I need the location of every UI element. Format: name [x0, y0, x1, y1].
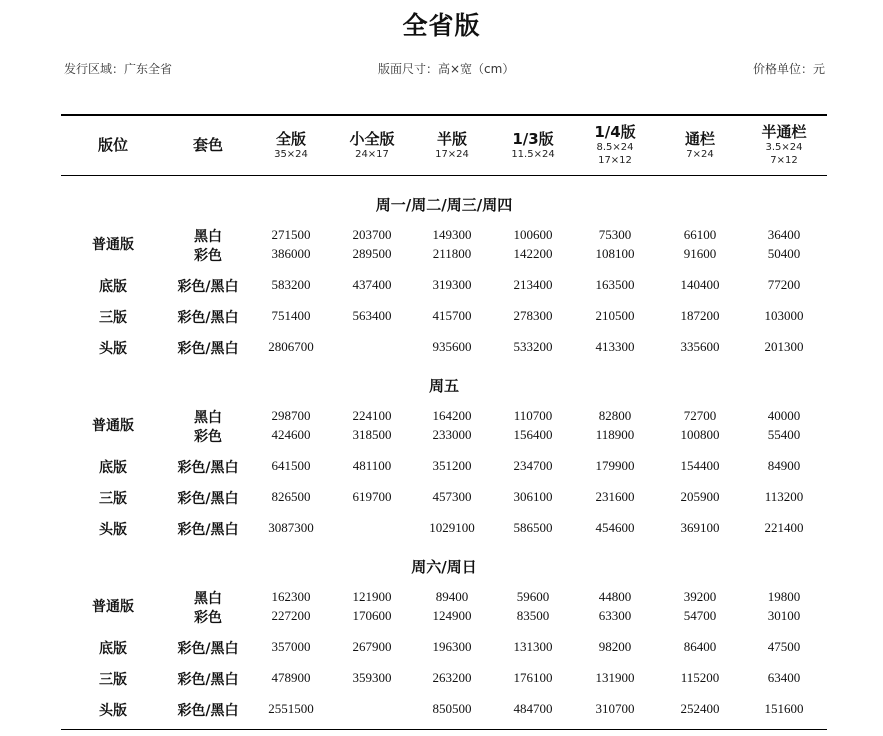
value-cell: 86400 — [683, 639, 717, 654]
value-cell: 55400 — [767, 427, 801, 442]
size-label: 版面尺寸：高×宽（cm） — [378, 62, 515, 76]
value-cell: 179900 — [595, 458, 635, 473]
value-cell: 72700 — [683, 408, 717, 423]
row-position: 底版 — [99, 641, 127, 657]
value-cell: 457300 — [432, 489, 472, 504]
header-format-dims: 35×24 — [274, 148, 308, 160]
header-format-name: 半通栏 — [761, 123, 807, 141]
value-cell: 267900 — [352, 639, 392, 654]
unit-label: 价格单位：元 — [752, 62, 825, 76]
header-format — [412, 116, 492, 174]
value-cell: 563400 — [352, 308, 392, 323]
header-format — [493, 116, 573, 174]
value-cell: 63400 — [767, 670, 801, 685]
row-position: 普通版 — [92, 599, 134, 615]
value-cell: 351200 — [432, 458, 472, 473]
row-color-label: 黑白 — [194, 229, 222, 245]
header-color-label: 套色 — [192, 136, 223, 154]
value-cell: 289500 — [352, 246, 392, 261]
value-cell: 151600 — [764, 701, 804, 716]
row-color-label: 彩色/黑白 — [177, 460, 239, 476]
header-format — [251, 116, 331, 174]
value-cell: 935600 — [432, 339, 472, 354]
value-cell: 335600 — [680, 339, 720, 354]
value-cell: 124900 — [432, 608, 472, 623]
row-color-label: 黑白 — [194, 410, 222, 426]
value-cell: 210500 — [595, 308, 635, 323]
page-title: 全省版 — [402, 11, 481, 40]
header-format — [660, 116, 740, 174]
row-position: 头版 — [99, 522, 127, 538]
row-color-label: 彩色/黑白 — [177, 641, 239, 657]
section-title: 周一/周二/周三/周四 — [375, 196, 513, 214]
value-cell: 131300 — [513, 639, 553, 654]
header-format — [744, 116, 824, 174]
value-cell: 77200 — [767, 277, 801, 292]
value-cell: 619700 — [352, 489, 392, 504]
row-position: 三版 — [99, 491, 127, 507]
row-color-label: 彩色 — [194, 429, 222, 445]
header-format — [575, 116, 655, 174]
value-cell: 98200 — [598, 639, 632, 654]
value-cell: 131900 — [595, 670, 635, 685]
value-cell: 110700 — [513, 408, 553, 423]
value-cell: 47500 — [767, 639, 801, 654]
row-color-label: 彩色/黑白 — [177, 672, 239, 688]
header-position — [73, 116, 153, 174]
value-cell: 89400 — [435, 589, 469, 604]
value-cell: 201300 — [764, 339, 804, 354]
value-cell: 318500 — [352, 427, 392, 442]
value-cell: 91600 — [683, 246, 717, 261]
header-format-name: 全版 — [275, 129, 306, 148]
header-format-name: 通栏 — [684, 129, 715, 148]
row-color-label: 彩色/黑白 — [177, 310, 239, 326]
value-cell: 231600 — [595, 489, 635, 504]
value-cell: 156400 — [513, 427, 553, 442]
value-cell: 66100 — [683, 227, 717, 242]
value-cell: 59600 — [516, 589, 550, 604]
header-format-name: 小全版 — [349, 129, 395, 148]
value-cell: 44800 — [598, 589, 632, 604]
header-format-dims: 7×24 — [686, 148, 714, 160]
header-format-dims: 7×12 — [770, 155, 798, 166]
row-color-label: 彩色/黑白 — [177, 279, 239, 295]
value-cell: 298700 — [271, 408, 311, 423]
value-cell: 162300 — [271, 589, 311, 604]
value-cell: 424600 — [271, 427, 311, 442]
value-cell: 233000 — [432, 427, 472, 442]
value-cell: 533200 — [513, 339, 553, 354]
row-position: 三版 — [99, 672, 127, 688]
value-cell: 478900 — [271, 670, 311, 685]
row-color-label: 彩色/黑白 — [177, 522, 239, 538]
value-cell: 221400 — [764, 520, 804, 535]
row-position: 三版 — [99, 310, 127, 326]
value-cell: 54700 — [683, 608, 717, 623]
row-color-label: 彩色/黑白 — [177, 703, 239, 719]
value-cell: 850500 — [432, 701, 472, 716]
header-format-name: 半版 — [436, 129, 467, 148]
header-format-name: 1/3版 — [512, 129, 554, 148]
value-cell: 319300 — [432, 277, 472, 292]
row-color-label: 彩色/黑白 — [177, 341, 239, 357]
value-cell: 263200 — [432, 670, 472, 685]
row-position: 底版 — [99, 279, 127, 295]
value-cell: 115200 — [680, 670, 720, 685]
value-cell: 75300 — [598, 227, 632, 242]
section-title: 周五 — [428, 377, 459, 395]
value-cell: 306100 — [513, 489, 553, 504]
value-cell: 30100 — [767, 608, 801, 623]
value-cell: 481100 — [352, 458, 392, 473]
value-cell: 437400 — [352, 277, 392, 292]
value-cell: 154400 — [680, 458, 720, 473]
row-position: 头版 — [99, 703, 127, 719]
value-cell: 641500 — [271, 458, 311, 473]
header-bottom-rule — [61, 175, 827, 176]
value-cell: 50400 — [767, 246, 801, 261]
row-color-label: 黑白 — [194, 591, 222, 607]
value-cell: 252400 — [680, 701, 720, 716]
value-cell: 40000 — [767, 408, 801, 423]
table-bottom-rule — [61, 729, 827, 730]
value-cell: 187200 — [680, 308, 720, 323]
value-cell: 205900 — [680, 489, 720, 504]
value-cell: 310700 — [595, 701, 635, 716]
value-cell: 2806700 — [268, 339, 314, 354]
value-cell: 100600 — [513, 227, 553, 242]
row-color-label: 彩色 — [194, 248, 222, 264]
value-cell: 19800 — [767, 589, 801, 604]
value-cell: 1029100 — [429, 520, 475, 535]
value-cell: 84900 — [767, 458, 801, 473]
value-cell: 213400 — [513, 277, 553, 292]
value-cell: 278300 — [513, 308, 553, 323]
header-format-dims: 11.5×24 — [511, 148, 555, 160]
value-cell: 142200 — [513, 246, 553, 261]
value-cell: 484700 — [513, 701, 553, 716]
row-position: 底版 — [99, 460, 127, 476]
value-cell: 176100 — [513, 670, 553, 685]
header-color — [163, 116, 253, 174]
value-cell: 82800 — [598, 408, 632, 423]
section-title: 周六/周日 — [411, 558, 477, 576]
value-cell: 369100 — [680, 520, 720, 535]
header-format-dims: 8.5×24 — [596, 142, 634, 153]
header-format — [332, 116, 412, 174]
value-cell: 121900 — [352, 589, 392, 604]
value-cell: 386000 — [271, 246, 311, 261]
value-cell: 211800 — [432, 246, 472, 261]
value-cell: 36400 — [767, 227, 801, 242]
value-cell: 203700 — [352, 227, 392, 242]
value-cell: 415700 — [432, 308, 472, 323]
value-cell: 63300 — [598, 608, 632, 623]
value-cell: 113200 — [764, 489, 804, 504]
value-cell: 357000 — [271, 639, 311, 654]
header-format-dims: 17×12 — [598, 155, 632, 166]
value-cell: 39200 — [683, 589, 717, 604]
value-cell: 2551500 — [268, 701, 314, 716]
row-position: 头版 — [99, 341, 127, 357]
row-color-label: 彩色/黑白 — [177, 491, 239, 507]
value-cell: 234700 — [513, 458, 553, 473]
value-cell: 83500 — [516, 608, 550, 623]
header-format-dims: 3.5×24 — [765, 142, 803, 153]
value-cell: 149300 — [432, 227, 472, 242]
value-cell: 271500 — [271, 227, 311, 242]
header-format-name: 1/4版 — [594, 123, 636, 141]
value-cell: 359300 — [352, 670, 392, 685]
region-label: 发行区域：广东全省 — [64, 62, 173, 76]
value-cell: 140400 — [680, 277, 720, 292]
value-cell: 413300 — [595, 339, 635, 354]
value-cell: 454600 — [595, 520, 635, 535]
value-cell: 583200 — [271, 277, 311, 292]
row-position: 普通版 — [92, 237, 134, 253]
value-cell: 108100 — [595, 246, 635, 261]
value-cell: 103000 — [764, 308, 804, 323]
value-cell: 164200 — [432, 408, 472, 423]
value-cell: 227200 — [271, 608, 311, 623]
value-cell: 751400 — [271, 308, 311, 323]
value-cell: 3087300 — [268, 520, 314, 535]
row-color-label: 彩色 — [194, 610, 222, 626]
value-cell: 163500 — [595, 277, 635, 292]
value-cell: 586500 — [513, 520, 553, 535]
value-cell: 196300 — [432, 639, 472, 654]
value-cell: 118900 — [595, 427, 635, 442]
header-position-label: 版位 — [97, 136, 128, 154]
header-format-dims: 24×17 — [355, 148, 389, 160]
value-cell: 100800 — [680, 427, 720, 442]
value-cell: 826500 — [271, 489, 311, 504]
value-cell: 170600 — [352, 608, 392, 623]
header-format-dims: 17×24 — [435, 148, 469, 160]
row-position: 普通版 — [92, 418, 134, 434]
value-cell: 224100 — [352, 408, 392, 423]
